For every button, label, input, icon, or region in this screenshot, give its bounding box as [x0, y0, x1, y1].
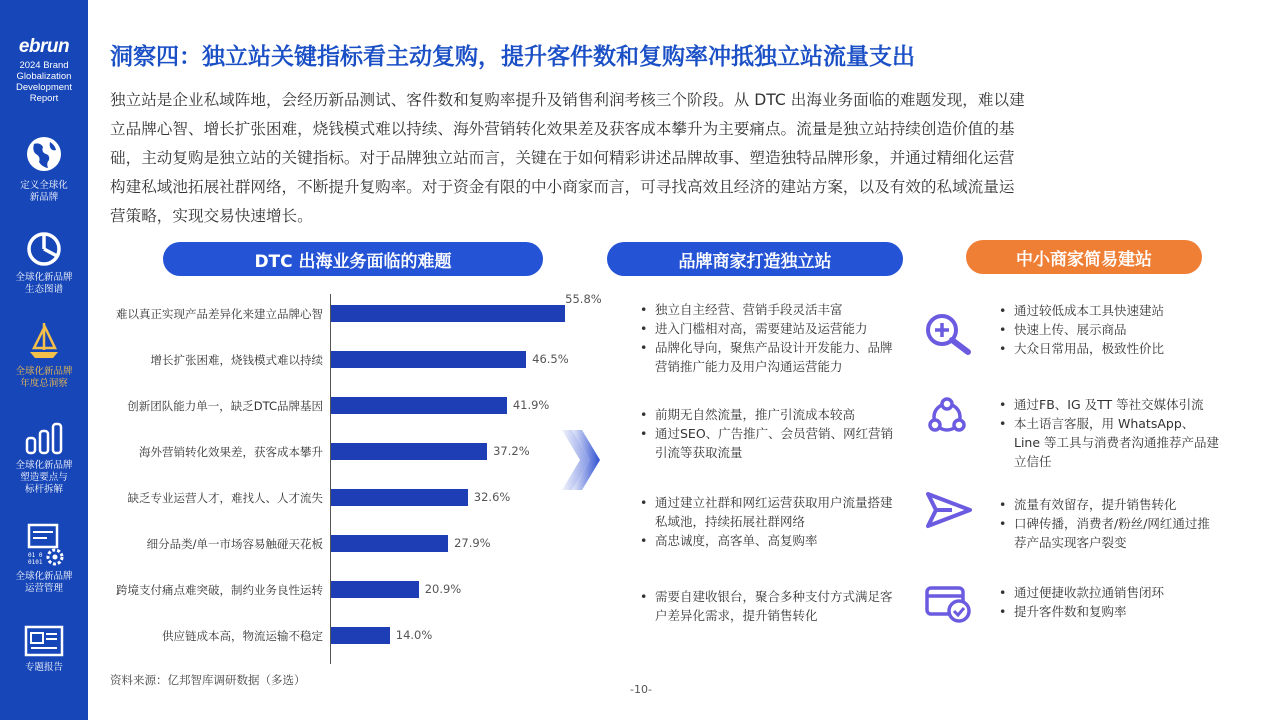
- brand-list-3: [636, 493, 898, 550]
- bar: [331, 443, 487, 460]
- list-item: • 本土语言客服，用 WhatsApp、Line 等工具与消费者沟通推荐产品建立信任: [995, 414, 1220, 471]
- list-item: • 大众日常用品，极致性价比: [995, 339, 1220, 358]
- bar-value-label: 46.5%: [532, 352, 569, 366]
- list-item: • 进入门槛相对高，需要建站及运营能力: [636, 319, 898, 338]
- nav-item-key-points[interactable]: 全球化新品牌 塑造要点与 标杆拆解: [0, 420, 88, 496]
- brand-list-2: [636, 405, 898, 462]
- bar-value-label: 37.2%: [493, 444, 530, 458]
- bar-value-label: 20.9%: [424, 582, 462, 596]
- chart-axis: [330, 294, 331, 664]
- svg-text:0101: 0101: [28, 559, 43, 566]
- list-item: • 快速上传、展示商品: [995, 320, 1220, 339]
- list-item: • 通过SEO、广告推广、会员营销、网红营销引流等获取流量: [636, 424, 898, 462]
- bar-label: 海外营销转化效果差，获客成本攀升: [139, 445, 323, 459]
- nav-item-annual-insight[interactable]: 全球化新品牌 年度总洞察: [0, 320, 88, 390]
- bar-label: 创新团队能力单一，缺乏DTC品牌基因: [127, 399, 323, 413]
- sme-list-3: [995, 495, 1220, 552]
- gear-data-icon: [23, 523, 65, 567]
- sme-list-1: [995, 301, 1220, 358]
- bar-label: 细分品类/单一市场容易触碰天花板: [146, 537, 323, 551]
- newspaper-icon: [23, 624, 65, 658]
- list-item: • 高忠诚度，高客单、高复购率: [636, 531, 898, 550]
- list-item: • 独立自主经营、营销手段灵活丰富: [636, 300, 898, 319]
- list-item: • 通过建立社群和网红运营获取用户流量搭建私域池，持续拓展社群网络: [636, 493, 898, 531]
- list-item: • 前期无自然流量，推广引流成本较高: [636, 405, 898, 424]
- list-item: • 通过FB、IG 及TT 等社交媒体引流: [995, 395, 1220, 414]
- bar-label: 增长扩张困难，烧钱模式难以持续: [150, 353, 323, 367]
- brand-list-1: [636, 300, 898, 376]
- sme-header: 中小商家简易建站: [966, 240, 1202, 274]
- chevron-right-icon: [560, 428, 600, 492]
- bar-value-label: 32.6%: [473, 490, 511, 504]
- bar: [331, 535, 448, 552]
- bar: [331, 305, 565, 322]
- bar-label: 供应链成本高，物流运输不稳定: [162, 629, 323, 643]
- dtc-challenges-chart: [95, 284, 615, 664]
- nav-item-ecosystem[interactable]: 全球化新品牌 生态图谱: [0, 230, 88, 296]
- bar-value-label: 55.8%: [565, 292, 602, 306]
- bar-value-label: 27.9%: [454, 536, 491, 550]
- sidebar: [0, 0, 88, 720]
- bar-label: 缺乏专业运营人才，难找人、人才流失: [127, 491, 323, 505]
- sme-list-2: [995, 395, 1220, 471]
- bar: [331, 397, 507, 414]
- chart-header: DTC 出海业务面临的难题: [163, 242, 543, 276]
- bar: [331, 351, 526, 368]
- sailboat-icon: [24, 320, 64, 362]
- nav-item-special-report[interactable]: 专题报告: [0, 624, 88, 674]
- list-item: • 提升客件数和复购率: [995, 602, 1220, 621]
- bar: [331, 581, 419, 598]
- bar-label: 跨境支付痛点难突破，制约业务良性运转: [116, 583, 323, 597]
- list-item: • 流量有效留存，提升销售转化: [995, 495, 1220, 514]
- bar-value-label: 41.9%: [512, 398, 550, 412]
- list-item: • 通过较低成本工具快速建站: [995, 301, 1220, 320]
- bar-value-label: 14.0%: [395, 628, 433, 642]
- source-note: 资料来源：亿邦智库调研数据（多选）: [110, 673, 306, 687]
- pie-chart-icon: [24, 230, 64, 268]
- globe-icon: [24, 134, 64, 176]
- bar: [331, 489, 468, 506]
- page-title: 洞察四：独立站关键指标看主动复购，提升客件数和复购率冲抵独立站流量支出: [110, 44, 915, 70]
- search-plus-icon: [924, 312, 974, 356]
- community-icon: [924, 397, 970, 437]
- ebrun-logo: ebrun: [18, 36, 70, 57]
- brand-header: 品牌商家打造独立站: [607, 242, 903, 276]
- bar-chart-icon: [23, 420, 65, 456]
- list-item: • 品牌化导向，聚焦产品设计开发能力、品牌营销推广能力及用户沟通运营能力: [636, 338, 898, 376]
- page-number: -10-: [630, 683, 652, 696]
- send-icon: [924, 490, 974, 530]
- sme-list-4: [995, 583, 1220, 621]
- bar: [331, 627, 390, 644]
- nav-item-define-brand[interactable]: 定义全球化 新品牌: [0, 134, 88, 204]
- nav-item-operations[interactable]: 01 0 0101 全球化新品牌 运营管理: [0, 523, 88, 595]
- list-item: • 需要自建收银台，聚合多种支付方式满足客户差异化需求，提升销售转化: [636, 587, 898, 625]
- intro-paragraph: 独立站是企业私域阵地，会经历新品测试、客件数和复购率提升及销售利润考核三个阶段。从 DTC 出海业务面临的难题发现，难以建 立品牌心智、增长扩张困难，烧钱模式难以持续、海外营销转化效果差及获客成本攀升为主要痛点。流量是独立站持续创造价值的基 础，主动复购是独立站的关键指标。对于品牌独立站而言，关键在于如何精彩讲述品牌故事、塑造独特品牌形象，并通过精细化运营 构建私域池拓展社群网络，不断提升复购率。对于资金有限的中小商家而言，可寻找高效且经济的建站方案，以及有效的私域流量运 营策略，实现交易快速增长。: [110, 91, 1025, 225]
- svg-text:01 0: 01 0: [28, 552, 43, 559]
- brand-list-4: [636, 587, 898, 625]
- payment-card-icon: [924, 583, 974, 625]
- list-item: • 通过便捷收款拉通销售闭环: [995, 583, 1220, 602]
- report-title: 2024 Brand Globalization Development Report: [16, 60, 72, 104]
- bar-label: 难以真正实现产品差异化来建立品牌心智: [116, 307, 323, 321]
- list-item: • 口碑传播，消费者/粉丝/网红通过推荐产品实现客户裂变: [995, 514, 1220, 552]
